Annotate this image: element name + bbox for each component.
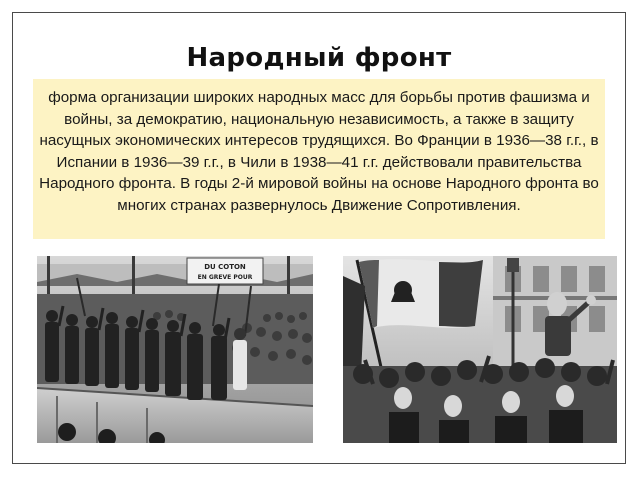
- slide: [12, 12, 626, 464]
- banner-text-2: EN GREVE POUR: [197, 274, 253, 281]
- slide-title: Народный фронт: [186, 43, 452, 73]
- crowd-flag-photo: [343, 256, 617, 443]
- definition-box: форма организации широких народных масс для борьбы против фашизма и войны, за демократию, национальную независимость, а также в защиту насущных экономических интересов трудящихся. Во Франции в 1936—38 г.г., в Испании в 1936—39 г.г., в Чили в 1938—41 г.г. действовали правительства Народного фронта. В годы 2-й мировой войны на основе Народного фронта во многих странах развернулось Движение Сопротивления.: [33, 79, 605, 239]
- banner-text-1: DU COTON: [204, 263, 246, 271]
- rally-stage-photo: [37, 256, 313, 443]
